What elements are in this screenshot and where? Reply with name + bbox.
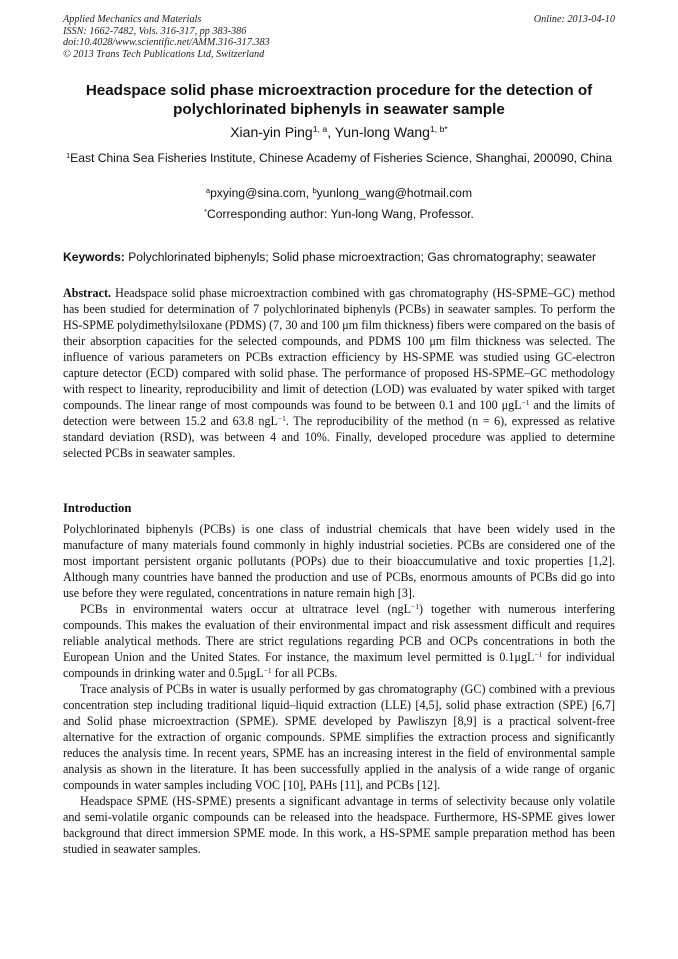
- intro-p2-sup-2: −1: [534, 649, 543, 659]
- author-2: Yun-long Wang: [334, 124, 430, 140]
- keywords-text: Polychlorinated biphenyls; Solid phase microextraction; Gas chromatography; seawater: [124, 250, 597, 264]
- journal-header: [63, 14, 615, 60]
- issn-line: ISSN: 1662-7482, Vols. 316-317, pp 383-386: [63, 25, 247, 37]
- affiliation: [63, 150, 615, 167]
- abstract-sup-2: −1: [277, 413, 286, 423]
- author-1: Xian-yin Ping: [230, 124, 313, 140]
- intro-paragraph-3: Trace analysis of PCBs in water is usually performed by gas chromatography (GC) combined with a previous concentration step including traditional liquid–liquid extraction (LLE) [4,5], solid phase extraction (SPE) [6,7] and Solid phase microextraction (SPME). SPME developed by Pawliszyn [8,9] is a practical solvent-free alternative for the extraction of organic compounds. SPME simplifies the extraction process and significantly reduces the analysis time. In recent years, SPME has an increasing interest in the field of environmental sample analysis as shown in the literature. It has been successfully applied in the analysis of a wide range of organic compounds in water samples including VOC [10], PAHs [11], and PCBs [12].: [63, 682, 615, 792]
- intro-paragraph-2: [63, 601, 615, 681]
- author-separator: ,: [327, 124, 335, 140]
- keywords-label: Keywords:: [63, 250, 125, 264]
- affiliation-mark: 1: [65, 150, 71, 160]
- intro-p2-sup-3: −1: [263, 665, 272, 675]
- email-b-mark: b: [312, 185, 317, 195]
- intro-p2-text-c: for individual compounds in drinking water and 0.5μgL: [63, 650, 615, 680]
- intro-p2-text-a: PCBs in environmental waters occur at ultratrace level (ngL: [80, 602, 411, 616]
- affiliation-text: East China Sea Fisheries Institute, Chinese Academy of Fisheries Science, Shanghai, 200090, China: [70, 151, 612, 165]
- title-line-1: Headspace solid phase microextraction procedure for the detection of: [85, 82, 593, 99]
- corresponding-text: Corresponding author: Yun-long Wang, Professor.: [207, 207, 474, 221]
- introduction-heading: Introduction: [63, 501, 132, 515]
- online-date: Online: 2013-04-10: [533, 14, 615, 25]
- title-line-2: polychlorinated biphenyls in seawater sample: [173, 101, 505, 118]
- paper-title: [40, 81, 638, 119]
- abstract-label: Abstract.: [63, 286, 112, 300]
- copyright-line: © 2013 Trans Tech Publications Ltd, Switzerland: [63, 48, 265, 60]
- intro-p2-text-b: ) together with numerous interfering compounds. This makes the evaluation of their environmental impact and risk assessment difficult and requires reliable analytical methods. There are strict regulations regarding PCB and OCPs concentrations in both the European Union and the United States. For instance, the maximum level permitted is 0.1μgL: [63, 602, 616, 664]
- abstract-text-1: Headspace solid phase microextraction combined with gas chromatography (HS-SPME–GC) method has been studied for determination of 7 polychlorinated biphenyls (PCBs) in seawater samples. To perform the HS-SPME polydimethylsiloxane (PDMS) (7, 30 and 100 μm film thickness) fibers were compared on the basis of their absorption capacities for the selected compounds, and PDMS 100 μm film thickness was selected. The influence of various parameters on PCBs extraction efficiency by HS-SPME was studied using GC-electron capture detector (ECD) compared with solid phase. The performance of proposed HS-SPME–GC methodology with respect to linearity, reproducibility and limit of detection (LOD) was evaluated by water spiked with target compounds. The linear range of most compounds was found to be between 0.1 and 100 μgL: [63, 286, 615, 412]
- author-emails: [63, 185, 615, 202]
- keywords: [63, 249, 623, 265]
- email-a: pxying@sina.com,: [210, 186, 313, 200]
- author-list: [40, 123, 638, 141]
- corresponding-author: [63, 206, 615, 223]
- abstract: [63, 285, 615, 461]
- email-a-mark: a: [205, 185, 211, 195]
- intro-paragraph-4: Headspace SPME (HS-SPME) presents a significant advantage in terms of selectivity because only volatile and semi-volatile organic compounds can be released into the headspace. Furthermore, HS-SPME gives lower background that direct immersion SPME mode. In this work, a HS-SPME sample preparation method has been studied in seawater samples.: [63, 794, 615, 856]
- introduction-body: [63, 521, 615, 857]
- abstract-text-3: . The reproducibility of the method (n = 6), expressed as relative standard deviation (RSD), was between 4 and 10%. Finally, developed procedure was applied to determine selected PCBs in seawater samples.: [63, 414, 615, 460]
- intro-p2-sup-1: −1: [410, 601, 419, 611]
- corresponding-mark: *: [204, 206, 207, 216]
- journal-name: Applied Mechanics and Materials: [63, 14, 202, 25]
- intro-p2-text-d: for all PCBs.: [271, 666, 338, 680]
- doi-line: doi:10.4028/www.scientific.net/AMM.316-317.383: [63, 37, 270, 49]
- author-1-affil: 1, a: [312, 124, 328, 135]
- intro-paragraph-1: Polychlorinated biphenyls (PCBs) is one class of industrial chemicals that have been widely used in the manufacture of many materials found commonly in highly industrial societies. PCBs are considered one of the most important persistent organic pollutants (POPs) due to their bioaccumulative and toxic properties [1,2]. Although many countries have banned the production and use of PCBs, enormous amounts of PCBs did go into use before they were regulated, concentrations in nature remain high [3].: [63, 522, 615, 600]
- email-b: yunlong_wang@hotmail.com: [316, 186, 473, 200]
- author-2-affil: 1, b*: [429, 124, 448, 135]
- abstract-sup-1: −1: [521, 397, 530, 407]
- abstract-text-2: and the limits of detection were between 15.2 and 63.8 ngL: [63, 398, 615, 428]
